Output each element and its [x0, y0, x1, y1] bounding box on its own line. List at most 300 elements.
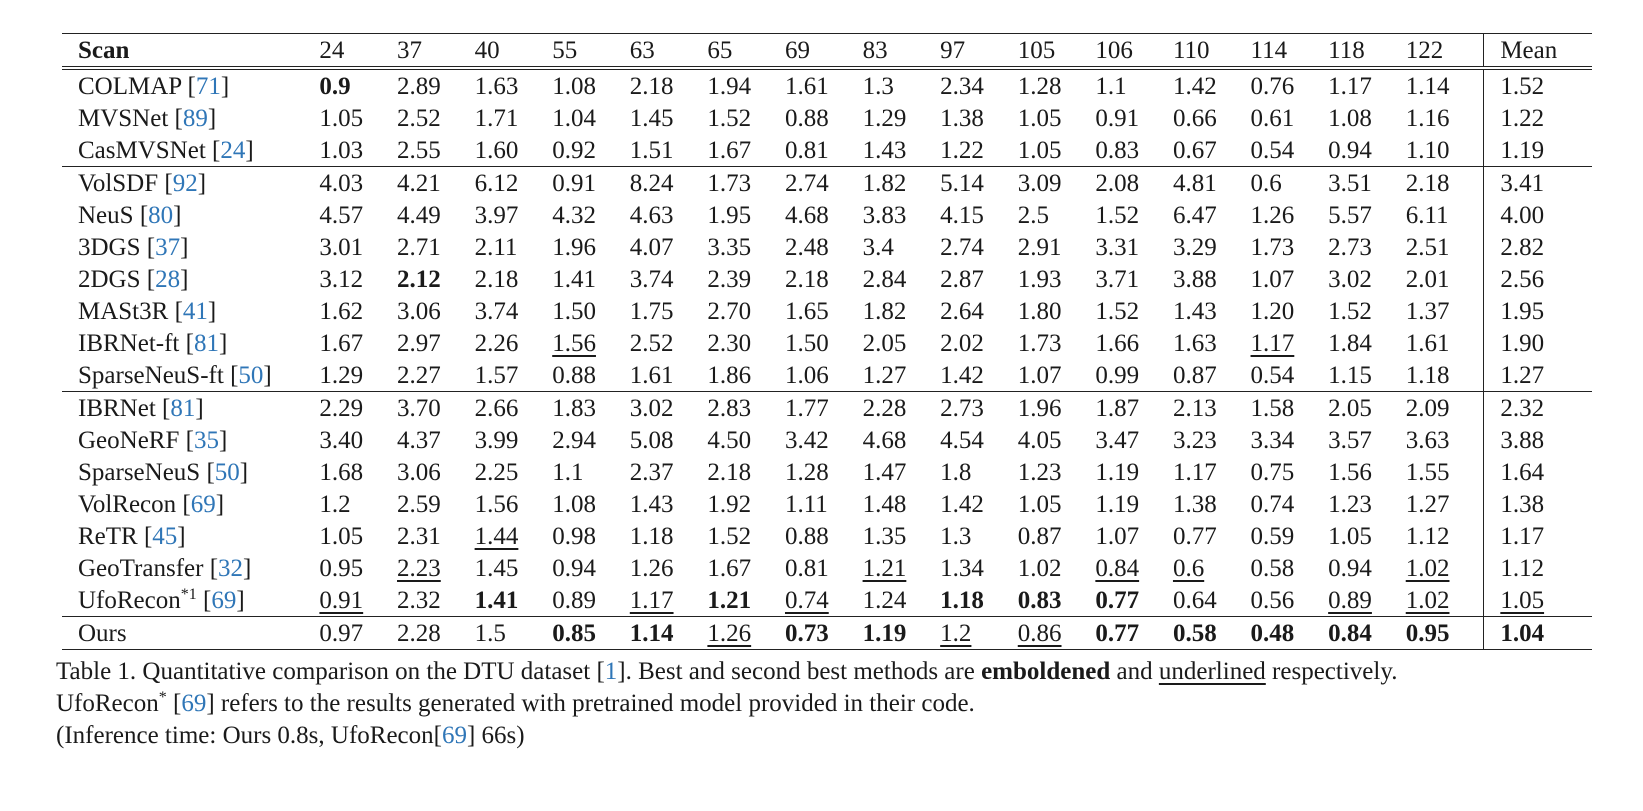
cell-value: 0.89	[1328, 586, 1372, 614]
value-cell	[1095, 295, 1173, 327]
method-citation[interactable]: 41	[182, 297, 208, 325]
value-cell	[1328, 520, 1406, 552]
cell-value: 1.26	[1250, 201, 1295, 229]
value-cell	[1328, 552, 1406, 584]
cell-value: 1.12	[1405, 522, 1450, 550]
mean-cell	[1484, 134, 1592, 167]
value-cell	[785, 327, 863, 359]
cell-value: 0.6	[1250, 169, 1282, 197]
method-name: MVSNet	[78, 104, 169, 132]
cell-value: 1.29	[862, 104, 907, 132]
value-cell	[397, 134, 475, 167]
value-cell	[940, 392, 1018, 425]
cell-value: 1.03	[319, 136, 364, 164]
value-cell	[319, 68, 397, 102]
cell-value: 1.3	[862, 72, 894, 100]
method-citation[interactable]: 69	[211, 586, 237, 614]
value-cell	[1328, 617, 1406, 650]
cell-value: 1.5	[474, 619, 506, 647]
table-row	[62, 263, 1592, 295]
cell-value: 1.19	[1095, 490, 1140, 518]
cell-value: 1.38	[1500, 490, 1545, 518]
method-citation[interactable]: 24	[220, 136, 246, 164]
value-cell	[863, 68, 941, 102]
value-cell	[552, 584, 630, 617]
method-name: UfoRecon	[78, 586, 181, 614]
cell-value: 3.02	[1328, 265, 1372, 293]
cell-value: 0.58	[1250, 554, 1295, 582]
cell-value: 1.16	[1405, 104, 1450, 132]
value-cell	[630, 424, 708, 456]
value-cell	[1251, 520, 1329, 552]
cell-value: 1.27	[1500, 361, 1545, 389]
method-citation[interactable]: 35	[193, 426, 219, 454]
value-cell	[630, 231, 708, 263]
value-cell	[1406, 456, 1484, 488]
value-cell	[1406, 552, 1484, 584]
caption-text: respectively.	[1265, 658, 1398, 685]
method-citation[interactable]: 45	[152, 522, 178, 550]
value-cell	[552, 263, 630, 295]
value-cell	[1173, 231, 1251, 263]
value-cell	[630, 488, 708, 520]
value-cell	[1018, 295, 1096, 327]
scan-column-header: 63	[630, 34, 708, 69]
value-cell	[940, 327, 1018, 359]
method-citation[interactable]: 69	[190, 490, 216, 518]
method-citation[interactable]: 80	[148, 201, 174, 229]
cell-value: 0.74	[784, 586, 829, 614]
value-cell	[1251, 552, 1329, 584]
cell-value: 1.56	[1328, 458, 1372, 486]
method-citation[interactable]: 37	[155, 233, 181, 261]
value-cell	[707, 231, 785, 263]
cell-value: 2.32	[397, 586, 441, 614]
value-cell	[319, 456, 397, 488]
value-cell	[397, 263, 475, 295]
cell-value: 2.56	[1500, 265, 1545, 293]
cell-value: 2.37	[629, 458, 674, 486]
value-cell	[630, 134, 708, 167]
value-cell	[552, 424, 630, 456]
value-cell	[940, 295, 1018, 327]
cell-value: 0.59	[1250, 522, 1295, 550]
method-cell: COLMAP [71]	[78, 72, 230, 100]
value-cell	[1173, 552, 1251, 584]
table-row	[62, 199, 1592, 231]
value-cell	[1173, 102, 1251, 134]
cell-value: 1.43	[629, 490, 674, 518]
value-cell	[319, 167, 397, 200]
value-cell	[1328, 199, 1406, 231]
method-citation[interactable]: 28	[155, 265, 181, 293]
method-citation[interactable]: 81	[170, 394, 196, 422]
value-cell	[319, 231, 397, 263]
cell-value: 1.90	[1500, 329, 1545, 357]
cell-value: 1.95	[707, 201, 752, 229]
caption-citation[interactable]: 1	[604, 658, 618, 685]
cell-value: 2.48	[784, 233, 829, 261]
value-cell	[397, 359, 475, 392]
value-cell	[1095, 617, 1173, 650]
value-cell	[1406, 392, 1484, 425]
cell-value: 1.1	[1095, 72, 1127, 100]
value-cell	[1328, 488, 1406, 520]
cell-value: 3.40	[319, 426, 364, 454]
value-cell	[1018, 231, 1096, 263]
cell-value: 1.22	[1500, 104, 1545, 132]
cell-value: 1.10	[1405, 136, 1450, 164]
value-cell	[319, 263, 397, 295]
method-citation[interactable]: 32	[218, 554, 244, 582]
method-citation[interactable]: 89	[182, 104, 208, 132]
value-cell	[940, 68, 1018, 102]
method-name: VolRecon	[78, 490, 177, 518]
cell-value: 1.66	[1095, 329, 1140, 357]
cell-value: 1.04	[552, 104, 596, 132]
cell-value: 0.95	[1405, 619, 1450, 647]
cell-value: 2.09	[1405, 394, 1450, 422]
value-cell	[319, 392, 397, 425]
cell-value: 0.54	[1250, 136, 1295, 164]
cell-value: 1.07	[1017, 361, 1062, 389]
value-cell	[707, 359, 785, 392]
method-cell: UfoRecon$^{*1}$ [69]	[78, 585, 245, 614]
method-name: GeoTransfer	[78, 554, 204, 582]
caption-underline-word: underlined	[1158, 658, 1266, 685]
cell-value: 1.47	[862, 458, 907, 486]
cell-value: 4.50	[707, 426, 752, 454]
cell-value: 3.23	[1172, 426, 1217, 454]
cell-value: 0.6	[1172, 554, 1205, 582]
value-cell	[1173, 392, 1251, 425]
value-cell	[1095, 584, 1173, 617]
value-cell	[785, 134, 863, 167]
cell-value: 1.12	[1500, 554, 1545, 582]
method-citation[interactable]: 71	[195, 72, 221, 100]
method-name: MASt3R	[78, 297, 169, 325]
caption-citation[interactable]: 69	[441, 722, 467, 749]
cell-value: 1.20	[1250, 297, 1295, 325]
cell-value: 1.73	[1017, 329, 1062, 357]
cell-value: 0.95	[319, 554, 364, 582]
cell-value: 2.11	[474, 233, 518, 261]
cell-value: 1.67	[707, 554, 752, 582]
value-cell	[1173, 295, 1251, 327]
value-cell	[397, 102, 475, 134]
cell-value: 1.56	[552, 329, 596, 357]
method-cell: 3DGS [37]	[78, 233, 189, 261]
cell-value: 1.42	[940, 361, 984, 389]
value-cell	[785, 359, 863, 392]
cell-value: 1.60	[474, 136, 519, 164]
value-cell	[1095, 424, 1173, 456]
value-cell	[1251, 359, 1329, 392]
mean-cell	[1484, 68, 1592, 102]
value-cell	[475, 231, 553, 263]
value-cell	[1018, 584, 1096, 617]
mean-cell	[1484, 584, 1592, 617]
value-cell	[630, 68, 708, 102]
cell-value: 1.8	[940, 458, 972, 486]
value-cell	[1328, 231, 1406, 263]
cell-value: 0.91	[552, 169, 596, 197]
cell-value: 0.67	[1172, 136, 1217, 164]
table-row	[62, 102, 1592, 134]
value-cell	[552, 617, 630, 650]
value-cell	[707, 456, 785, 488]
method-citation[interactable]: 92	[172, 169, 198, 197]
cell-value: 1.34	[940, 554, 984, 582]
method-citation[interactable]: 50	[214, 458, 240, 486]
method-cell	[62, 617, 319, 650]
value-cell	[475, 263, 553, 295]
cell-value: 2.66	[474, 394, 519, 422]
value-cell	[863, 552, 941, 584]
cell-value: 1.05	[1017, 490, 1062, 518]
value-cell	[1406, 520, 1484, 552]
cell-value: 4.00	[1500, 201, 1545, 229]
value-cell	[707, 327, 785, 359]
value-cell	[1095, 68, 1173, 102]
value-cell	[397, 520, 475, 552]
value-cell	[475, 359, 553, 392]
value-cell	[1328, 584, 1406, 617]
value-cell	[319, 295, 397, 327]
scan-column-header: 83	[863, 34, 941, 69]
value-cell	[1173, 424, 1251, 456]
cell-value: 3.29	[1172, 233, 1217, 261]
cell-value: 1.45	[474, 554, 519, 582]
cell-value: 2.52	[397, 104, 441, 132]
caption-text: ]. Best and second best methods are	[617, 658, 982, 685]
method-citation[interactable]: 81	[193, 329, 219, 357]
cell-value: 3.06	[397, 458, 441, 486]
cell-value: 6.11	[1405, 201, 1449, 229]
scan-column-header: 106	[1095, 34, 1173, 69]
value-cell	[863, 102, 941, 134]
cell-value: 3.74	[474, 297, 519, 325]
value-cell	[1173, 167, 1251, 200]
value-cell	[940, 520, 1018, 552]
value-cell	[940, 263, 1018, 295]
cell-value: 1.64	[1500, 458, 1545, 486]
cell-value: 4.68	[784, 201, 829, 229]
value-cell	[707, 134, 785, 167]
value-cell	[1095, 456, 1173, 488]
method-cell: SparseNeuS-ft [50]	[78, 361, 272, 389]
scan-column-header: 122	[1406, 34, 1484, 69]
cell-value: 1.05	[319, 522, 364, 550]
caption-bold-word: emboldened	[981, 658, 1111, 685]
cell-value: 0.77	[1172, 522, 1217, 550]
cell-value: 3.12	[319, 265, 364, 293]
value-cell	[940, 359, 1018, 392]
cell-value: 1.86	[707, 361, 752, 389]
cell-value: 0.9	[319, 72, 351, 100]
cell-value: 1.02	[1017, 554, 1062, 582]
value-cell	[1328, 424, 1406, 456]
cell-value: 1.62	[319, 297, 364, 325]
scan-column-header: 55	[552, 34, 630, 69]
cell-value: 2.51	[1405, 233, 1450, 261]
value-cell	[475, 552, 553, 584]
scan-column-header: 65	[707, 34, 785, 69]
value-cell	[1095, 359, 1173, 392]
cell-value: 1.07	[1095, 522, 1140, 550]
method-name: SparseNeuS	[78, 458, 201, 486]
value-cell	[1018, 359, 1096, 392]
value-cell	[475, 327, 553, 359]
cell-value: 0.66	[1172, 104, 1217, 132]
method-cell: IBRNet [81]	[62, 392, 319, 425]
cell-value: 1.82	[862, 169, 907, 197]
cell-value: 1.21	[707, 586, 752, 614]
value-cell	[552, 488, 630, 520]
value-cell	[1251, 327, 1329, 359]
caption-text: and	[1110, 658, 1159, 685]
value-cell	[785, 488, 863, 520]
mean-cell	[1484, 231, 1592, 263]
value-cell	[630, 199, 708, 231]
value-cell	[475, 102, 553, 134]
cell-value: 1.05	[1500, 586, 1545, 614]
value-cell	[1328, 263, 1406, 295]
cell-value: 1.05	[1328, 522, 1372, 550]
cell-value: 4.68	[862, 426, 907, 454]
cell-value: 1.18	[1405, 361, 1450, 389]
cell-value: 2.97	[397, 329, 441, 357]
cell-value: 1.23	[1328, 490, 1372, 518]
value-cell	[785, 520, 863, 552]
value-cell	[552, 520, 630, 552]
value-cell	[397, 68, 475, 102]
cell-value: 3.09	[1017, 169, 1062, 197]
value-cell	[863, 359, 941, 392]
cell-value: 1.21	[862, 554, 907, 582]
cell-value: 3.99	[474, 426, 519, 454]
value-cell	[319, 359, 397, 392]
value-cell	[785, 231, 863, 263]
table-row	[62, 456, 1592, 488]
cell-value: 2.52	[629, 329, 674, 357]
cell-value: 4.57	[319, 201, 364, 229]
mean-cell	[1484, 263, 1592, 295]
value-cell	[1328, 456, 1406, 488]
cell-value: 0.73	[784, 619, 829, 647]
cell-value: 1.29	[319, 361, 364, 389]
method-citation[interactable]: 50	[238, 361, 264, 389]
cell-value: 1.28	[784, 458, 829, 486]
method-cell: VolSDF [92]	[62, 167, 319, 200]
cell-value: 3.06	[397, 297, 441, 325]
scan-column-header: 24	[319, 34, 397, 69]
cell-value: 1.50	[552, 297, 596, 325]
cell-value: 0.81	[784, 554, 829, 582]
value-cell	[1406, 263, 1484, 295]
value-cell	[863, 488, 941, 520]
cell-value: 4.32	[552, 201, 596, 229]
value-cell	[707, 584, 785, 617]
cell-value: 0.87	[1172, 361, 1217, 389]
value-cell	[1018, 552, 1096, 584]
value-cell	[630, 327, 708, 359]
cell-value: 1.02	[1405, 554, 1450, 582]
value-cell	[552, 231, 630, 263]
cell-value: 0.91	[1095, 104, 1140, 132]
value-cell	[863, 456, 941, 488]
value-cell	[785, 199, 863, 231]
cell-value: 3.57	[1328, 426, 1372, 454]
cell-value: 1.27	[1405, 490, 1450, 518]
value-cell	[1173, 359, 1251, 392]
value-cell	[1018, 327, 1096, 359]
value-cell	[1406, 359, 1484, 392]
value-cell	[1406, 134, 1484, 167]
value-cell	[397, 424, 475, 456]
cell-value: 4.49	[397, 201, 441, 229]
value-cell	[475, 456, 553, 488]
cell-value: 2.05	[862, 329, 907, 357]
cell-value: 1.19	[862, 619, 907, 647]
value-cell	[707, 102, 785, 134]
cell-value: 2.18	[1405, 169, 1450, 197]
value-cell	[552, 327, 630, 359]
cell-value: 1.2	[940, 619, 972, 647]
table-row	[62, 584, 1592, 617]
cell-value: 3.47	[1095, 426, 1140, 454]
caption-line-2	[56, 688, 1616, 720]
value-cell	[1018, 488, 1096, 520]
value-cell	[552, 359, 630, 392]
value-cell	[1328, 167, 1406, 200]
value-cell	[863, 584, 941, 617]
value-cell	[630, 295, 708, 327]
value-cell	[863, 263, 941, 295]
cell-value: 1.42	[1172, 72, 1217, 100]
method-cell: VolRecon [69]	[78, 490, 225, 518]
cell-value: 1.87	[1095, 394, 1140, 422]
value-cell	[1173, 199, 1251, 231]
value-cell	[475, 584, 553, 617]
cell-value: 1.24	[862, 586, 907, 614]
cell-value: 3.42	[784, 426, 829, 454]
cell-value: 1.14	[629, 619, 674, 647]
value-cell	[785, 456, 863, 488]
value-cell	[1251, 263, 1329, 295]
value-cell	[1251, 617, 1329, 650]
value-cell	[940, 552, 1018, 584]
value-cell	[397, 617, 475, 650]
value-cell	[940, 231, 1018, 263]
value-cell	[1173, 327, 1251, 359]
value-cell	[1173, 263, 1251, 295]
value-cell	[1095, 392, 1173, 425]
value-cell	[863, 231, 941, 263]
cell-value: 3.51	[1328, 169, 1372, 197]
value-cell	[475, 199, 553, 231]
table-row	[62, 68, 1592, 102]
cell-value: 2.55	[397, 136, 441, 164]
cell-value: 4.07	[629, 233, 674, 261]
value-cell	[1018, 102, 1096, 134]
caption-citation[interactable]: 69	[181, 690, 207, 717]
value-cell	[397, 327, 475, 359]
value-cell	[1173, 617, 1251, 650]
cell-value: 4.05	[1017, 426, 1062, 454]
cell-value: 1.42	[940, 490, 984, 518]
cell-value: 1.93	[1017, 265, 1062, 293]
